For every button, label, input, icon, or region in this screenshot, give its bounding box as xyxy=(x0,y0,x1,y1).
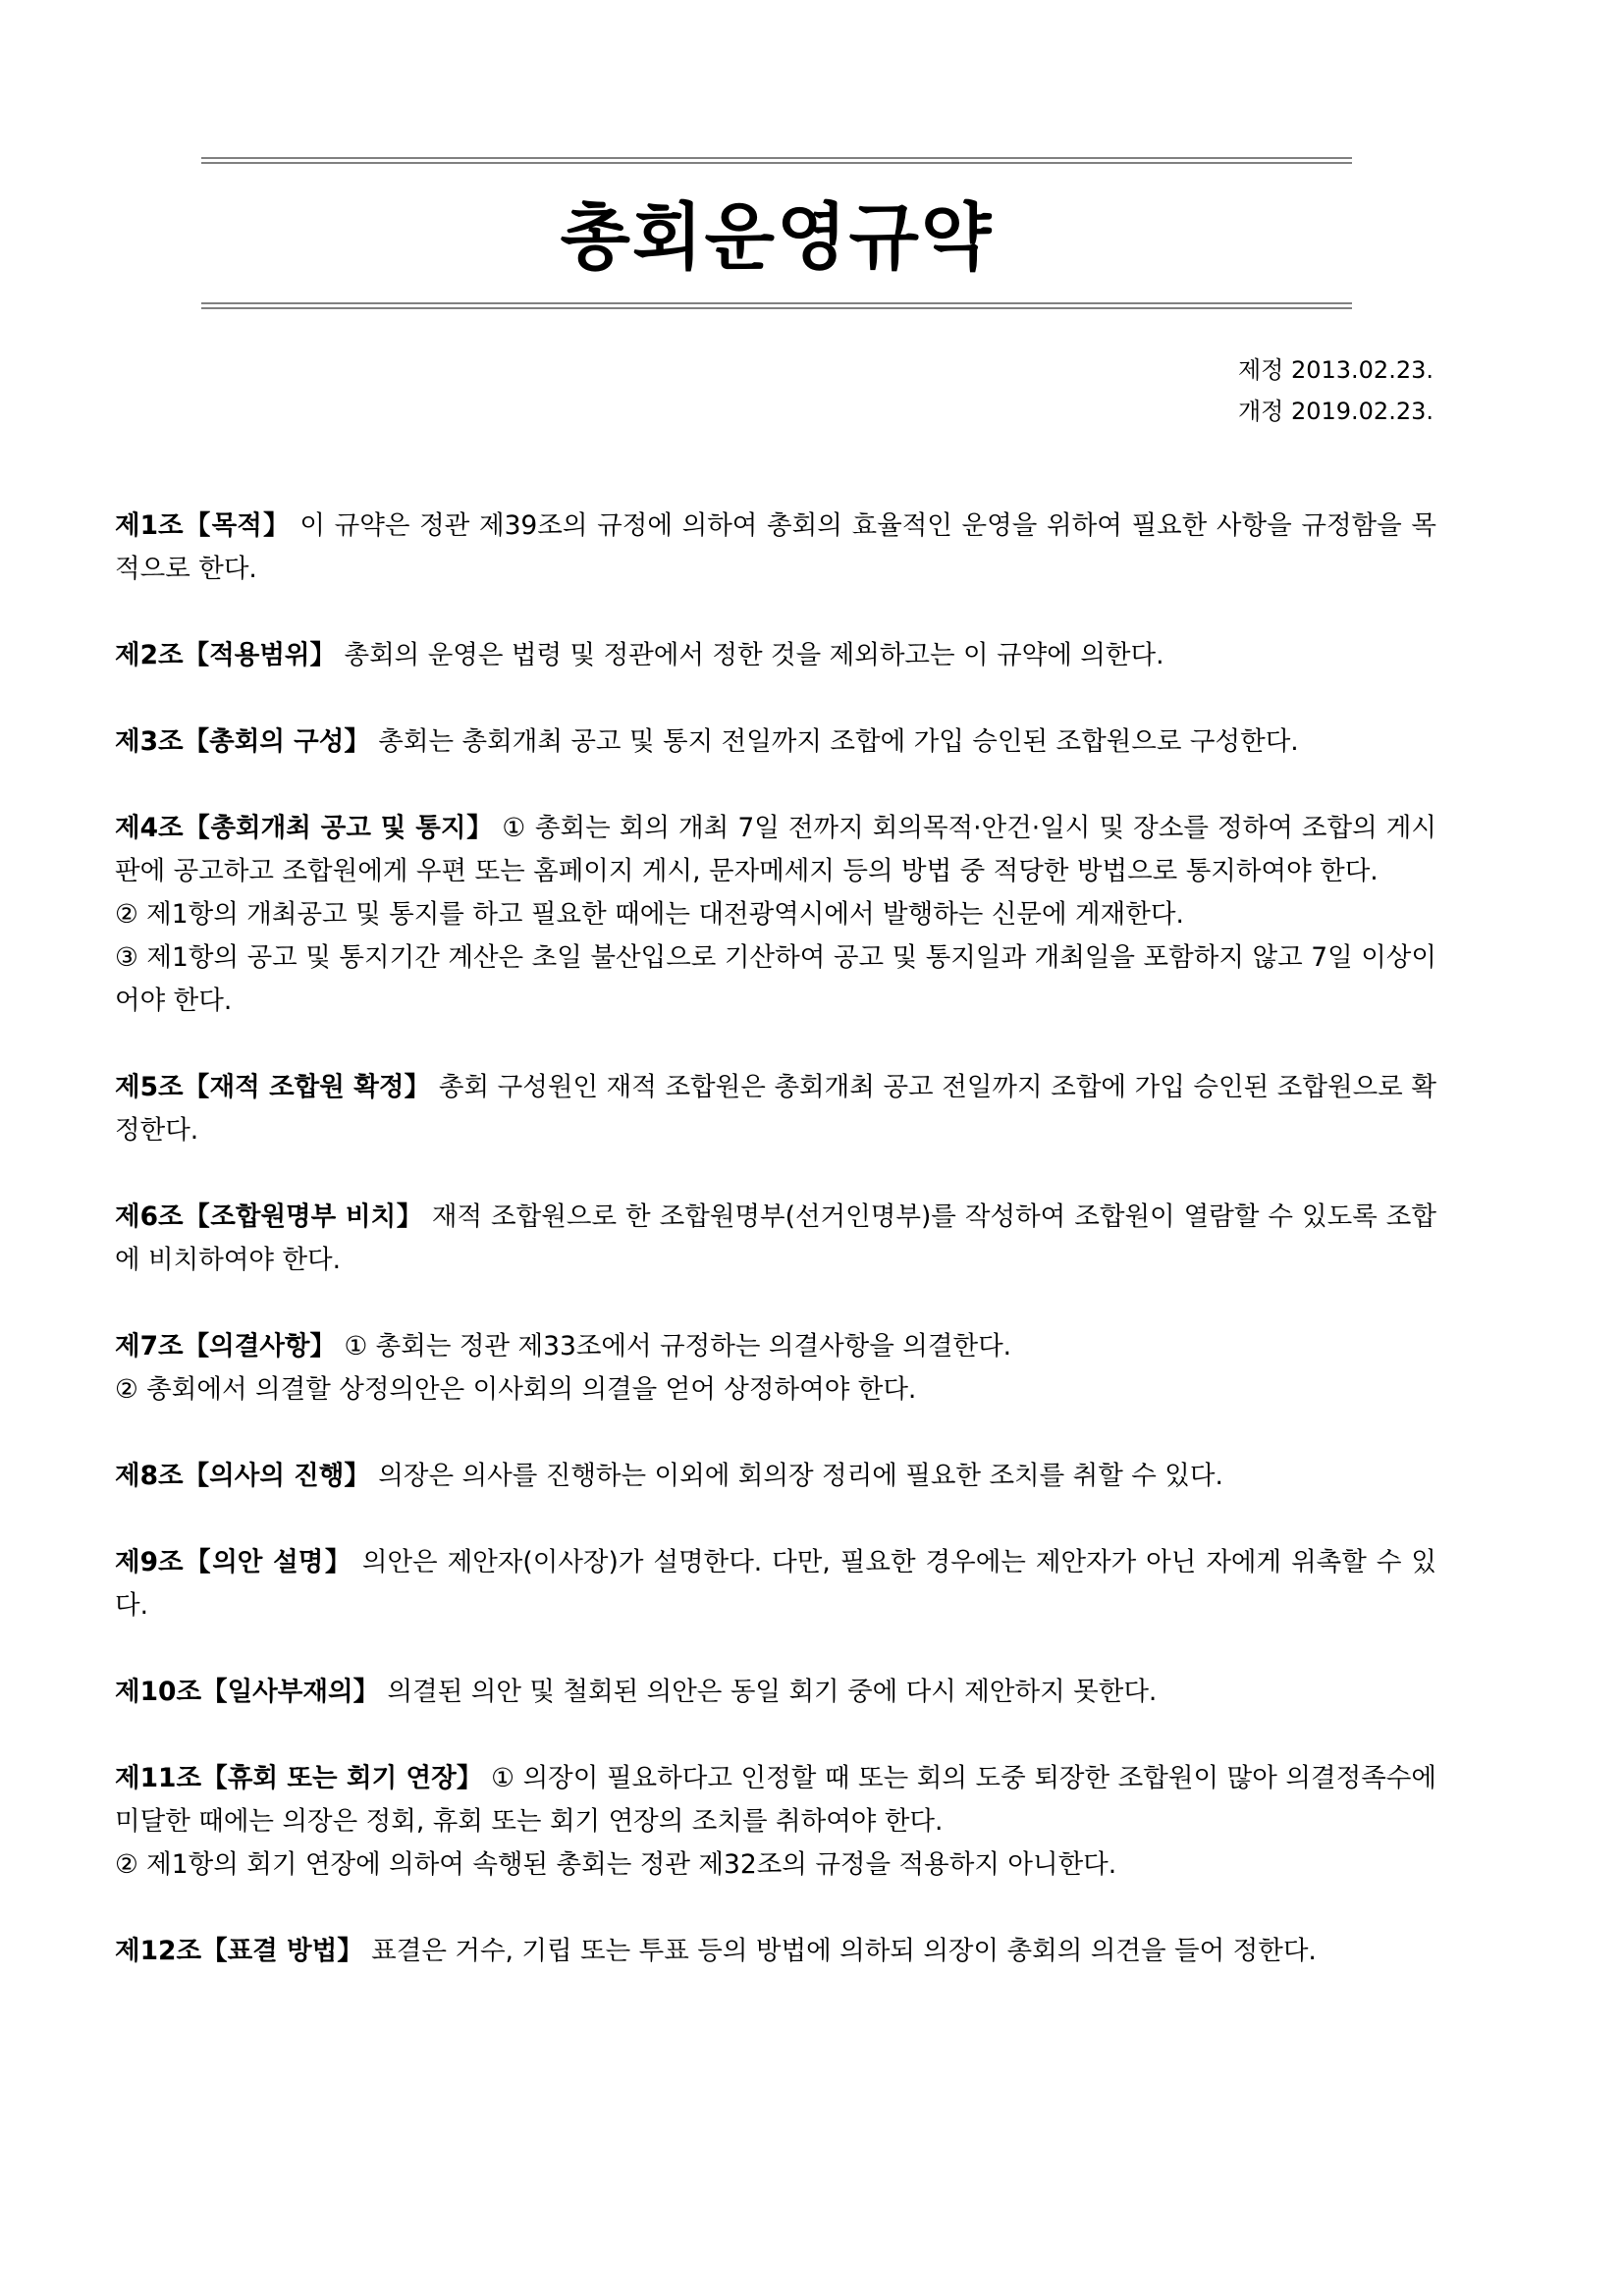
article-paragraph xyxy=(115,1325,1436,1368)
article-text: 이 규약은 정관 제39조의 규정에 의하여 총회의 효율적인 운영을 위하여 필요한 사항을 규정함을 목적으로 한다. xyxy=(115,510,1436,584)
article-paragraph xyxy=(115,893,1436,936)
article-text: ② 제1항의 개최공고 및 통지를 하고 필요한 때에는 대전광역시에서 발행하는 신문에 게재한다. xyxy=(115,899,1184,930)
article-10 xyxy=(115,1671,1436,1714)
article-heading: 제12조【표결 방법】 xyxy=(115,1936,363,1966)
article-paragraph xyxy=(115,936,1436,1023)
title-top-rule xyxy=(201,157,1352,164)
article-heading: 제8조【의사의 진행】 xyxy=(115,1461,370,1491)
article-text: 의장은 의사를 진행하는 이외에 회의장 정리에 필요한 조치를 취할 수 있다. xyxy=(378,1461,1223,1491)
article-heading: 제4조【총회개최 공고 및 통지】 xyxy=(115,813,494,843)
article-heading: 제3조【총회의 구성】 xyxy=(115,726,370,757)
article-7 xyxy=(115,1325,1436,1412)
article-1 xyxy=(115,505,1436,591)
article-text: 총회는 총회개최 공고 및 통지 전일까지 조합에 가입 승인된 조합원으로 구성한다. xyxy=(378,726,1299,757)
article-4 xyxy=(115,807,1436,1023)
article-paragraph xyxy=(115,1066,1436,1152)
article-heading: 제1조【목적】 xyxy=(115,510,291,541)
revised-date: 개정 2019.02.23. xyxy=(1237,398,1434,425)
article-text: 의안은 제안자(이사장)가 설명한다. 다만, 필요한 경우에는 제안자가 아닌 자에게 위촉할 수 있다. xyxy=(115,1547,1436,1621)
article-paragraph xyxy=(115,634,1436,677)
revision-dates xyxy=(1238,349,1434,432)
article-heading: 제6조【조합원명부 비치】 xyxy=(115,1201,423,1232)
article-text: ② 총회에서 의결할 상정의안은 이사회의 의결을 얻어 상정하여야 한다. xyxy=(115,1374,917,1405)
article-heading: 제5조【재적 조합원 확정】 xyxy=(115,1072,431,1102)
article-3 xyxy=(115,721,1436,764)
article-text: ① 총회는 회의 개최 7일 전까지 회의목적·안건·일시 및 장소를 정하여 조합의 게시판에 공고하고 조합원에게 우편 또는 홈페이지 게시, 문자메세지 등의 방법 중 적당한 방법으로 통지하여야 한다. xyxy=(115,813,1436,886)
document-body xyxy=(115,505,1436,2016)
enacted-date: 제정 2013.02.23. xyxy=(1237,356,1434,384)
article-2 xyxy=(115,634,1436,677)
document-title: 총회운영규약 xyxy=(560,195,994,280)
article-5 xyxy=(115,1066,1436,1152)
article-paragraph xyxy=(115,1196,1436,1282)
article-6 xyxy=(115,1196,1436,1282)
article-paragraph xyxy=(115,1368,1436,1412)
article-text: ① 의장이 필요하다고 인정할 때 또는 회의 도중 퇴장한 조합원이 많아 의결정족수에 미달한 때에는 의장은 정회, 휴회 또는 회기 연장의 조치를 취하여야 한다. xyxy=(115,1763,1437,1837)
article-9 xyxy=(115,1541,1436,1628)
article-text: ② 제1항의 회기 연장에 의하여 속행된 총회는 정관 제32조의 규정을 적용하지 아니한다. xyxy=(115,1849,1117,1880)
article-paragraph xyxy=(115,505,1436,591)
article-paragraph xyxy=(115,721,1436,764)
article-text: 총회의 운영은 법령 및 정관에서 정한 것을 제외하고는 이 규약에 의한다. xyxy=(344,640,1164,670)
article-text: ③ 제1항의 공고 및 통지기간 계산은 초일 불산입으로 기산하여 공고 및 통지일과 개최일을 포함하지 않고 7일 이상이어야 한다. xyxy=(115,942,1436,1016)
article-text: ① 총회는 정관 제33조에서 규정하는 의결사항을 의결한다. xyxy=(344,1331,1012,1362)
article-text: 의결된 의안 및 철회된 의안은 동일 회기 중에 다시 제안하지 못한다. xyxy=(387,1677,1158,1707)
article-paragraph xyxy=(115,1930,1436,1973)
article-paragraph xyxy=(115,1757,1436,1843)
article-heading: 제11조【휴회 또는 회기 연장】 xyxy=(115,1763,483,1793)
article-heading: 제9조【의안 설명】 xyxy=(115,1547,352,1577)
article-paragraph xyxy=(115,1843,1436,1887)
title-bottom-rule xyxy=(201,302,1352,309)
article-text: 총회 구성원인 재적 조합원은 총회개최 공고 전일까지 조합에 가입 승인된 조합원으로 확정한다. xyxy=(115,1072,1436,1146)
article-text: 표결은 거수, 기립 또는 투표 등의 방법에 의하되 의장이 총회의 의견을 들어 정한다. xyxy=(371,1936,1317,1966)
article-11 xyxy=(115,1757,1436,1887)
article-paragraph xyxy=(115,1455,1436,1498)
article-paragraph xyxy=(115,1541,1436,1628)
article-paragraph xyxy=(115,807,1436,893)
article-heading: 제7조【의결사항】 xyxy=(115,1331,337,1362)
article-12 xyxy=(115,1930,1436,1973)
article-paragraph xyxy=(115,1671,1436,1714)
article-heading: 제10조【일사부재의】 xyxy=(115,1677,380,1707)
article-8 xyxy=(115,1455,1436,1498)
article-heading: 제2조【적용범위】 xyxy=(115,640,337,670)
article-text: 재적 조합원으로 한 조합원명부(선거인명부)를 작성하여 조합원이 열람할 수 있도록 조합에 비치하여야 한다. xyxy=(115,1201,1436,1275)
